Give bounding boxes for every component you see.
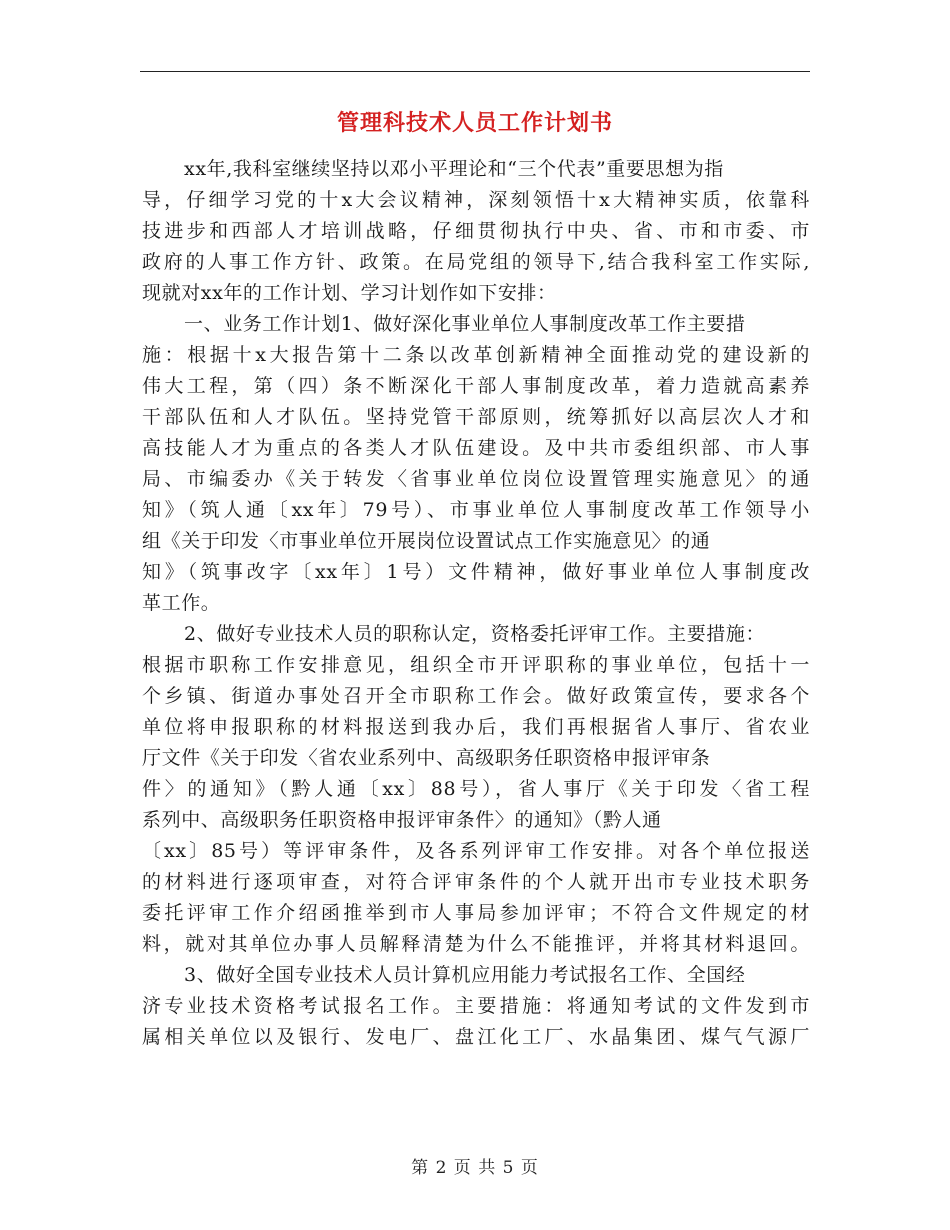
body-line: 施：根据十x大报告第十二条以改革创新精神全面推动党的建设新的 xyxy=(142,344,810,366)
body-line: xx年,我科室继续坚持以邓小平理论和“三个代表”重要思想为指 xyxy=(184,158,724,180)
body-line: 〔xx〕85号）等评审条件，及各系列评审工作安排。对各个单位报送 xyxy=(142,840,810,862)
document-body xyxy=(142,154,810,1053)
body-line: 根据市职称工作安排意见，组织全市开评职称的事业单位，包括十一 xyxy=(142,654,810,676)
body-line: 料，就对其单位办事人员解释清楚为什么不能推评，并将其材料退回。 xyxy=(142,933,810,955)
body-line: 系列中、高级职务任职资格申报评审条件〉的通知》（黔人通 xyxy=(142,809,662,831)
body-line: 济专业技术资格考试报名工作。主要措施：将通知考试的文件发到市 xyxy=(142,995,810,1017)
body-line: 技进步和西部人才培训战略，仔细贯彻执行中央、省、市和市委、市 xyxy=(142,220,810,242)
body-line: 政府的人事工作方针、政策。在局党组的领导下,结合我科室工作实际, xyxy=(142,251,810,273)
body-line: 2、做好专业技术人员的职称认定，资格委托评审工作。主要措施： xyxy=(184,623,766,645)
body-line: 单位将申报职称的材料报送到我办后，我们再根据省人事厅、省农业 xyxy=(142,716,810,738)
body-line: 革工作。 xyxy=(142,592,221,614)
body-line: 3、做好全国专业技术人员计算机应用能力考试报名工作、全国经 xyxy=(184,964,746,986)
body-line: 个乡镇、街道办事处召开全市职称工作会。做好政策宣传，要求各个 xyxy=(142,685,810,707)
body-line: 现就对xx年的工作计划、学习计划作如下安排： xyxy=(142,282,557,304)
body-line: 高技能人才为重点的各类人才队伍建设。及中共市委组织部、市人事 xyxy=(142,437,810,459)
body-line: 属相关单位以及银行、发电厂、盘江化工厂、水晶集团、煤气气源厂 xyxy=(142,1026,810,1048)
body-line: 件〉的通知》（黔人通〔xx〕88号），省人事厅《关于印发〈省工程 xyxy=(142,778,810,800)
page-number: 第 2 页 共 5 页 xyxy=(411,1158,539,1178)
body-line: 一、业务工作计划1、做好深化事业单位人事制度改革工作主要措 xyxy=(184,313,746,335)
body-line: 局、市编委办《关于转发〈省事业单位岗位设置管理实施意见〉的通 xyxy=(142,468,810,490)
body-line: 知》（筑人通〔xx年〕79号）、市事业单位人事制度改革工作领导小 xyxy=(142,499,810,521)
body-line: 伟大工程，第（四）条不断深化干部人事制度改革，着力造就高素养 xyxy=(142,375,810,397)
body-line: 导，仔细学习党的十x大会议精神，深刻领悟十x大精神实质，依靠科 xyxy=(142,189,810,211)
header-rule xyxy=(140,71,810,72)
body-line: 委托评审工作介绍函推举到市人事局参加评审；不符合文件规定的材 xyxy=(142,902,810,924)
body-line: 厅文件《关于印发〈省农业系列中、高级职务任职资格申报评审条 xyxy=(142,747,711,769)
body-line: 干部队伍和人才队伍。坚持党管干部原则，统筹抓好以高层次人才和 xyxy=(142,406,810,428)
body-line: 的材料进行逐项审查，对符合评审条件的个人就开出市专业技术职务 xyxy=(142,871,810,893)
body-line: 组《关于印发〈市事业单位开展岗位设置试点工作实施意见〉的通 xyxy=(142,530,711,552)
body-line: 知》（筑事改字〔xx年〕1号）文件精神，做好事业单位人事制度改 xyxy=(142,561,810,583)
document-title: 管理科技术人员工作计划书 xyxy=(336,110,613,136)
